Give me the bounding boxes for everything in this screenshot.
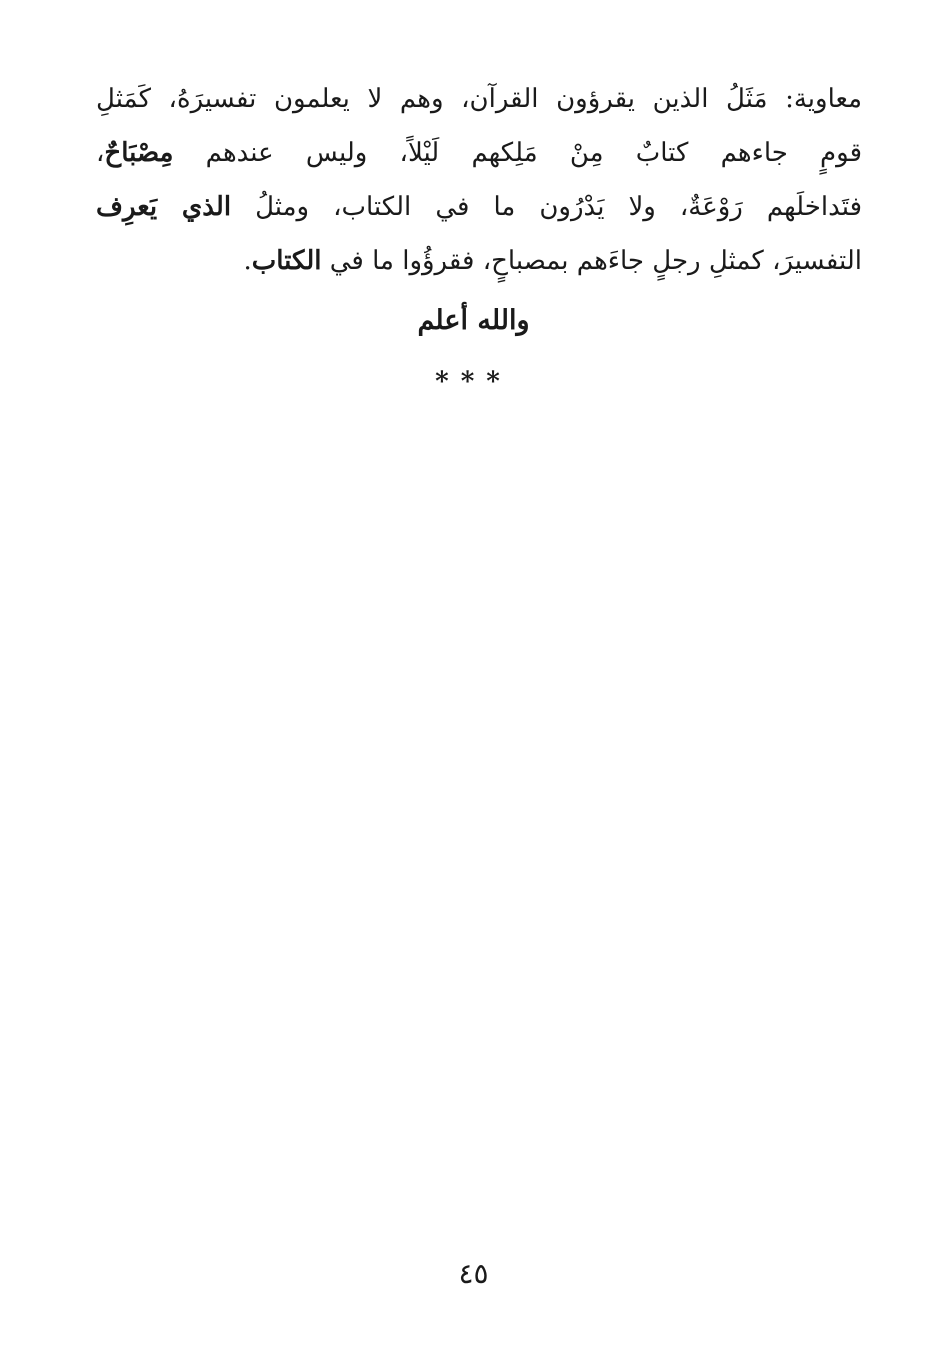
- text-segment: معاوية: مَثَلُ الذين يقرؤون القرآن، وهم لا يعلمون تفسيرَهُ، كَمَثلِ: [96, 84, 862, 114]
- section-separator: ***: [435, 367, 512, 397]
- text-segment: التفسيرَ، كمثلِ رجلٍ جاءَهم بمصباحٍ، فقرؤُوا ما في: [321, 246, 862, 276]
- text-line: [96, 180, 862, 234]
- text-line: [96, 126, 862, 180]
- bold-text-segment: الذي يَعرِف: [96, 192, 232, 222]
- text-segment: ،: [96, 138, 105, 168]
- text-segment: قومٍ جاءهم كتابٌ مِنْ مَلِكهم لَيْلاً، وليس عندهم: [173, 138, 862, 168]
- text-segment: فتَداخلَهم رَوْعَةٌ، ولا يَدْرُون ما في الكتاب، ومثلُ: [231, 192, 862, 222]
- text-line: [96, 234, 862, 288]
- page-number: ٤٥: [458, 1257, 489, 1290]
- bold-text-segment: مِصْبَاحٌ: [104, 138, 174, 168]
- closing-phrase: والله أعلم: [417, 305, 530, 336]
- text-line: [96, 72, 862, 126]
- text-segment: .: [243, 246, 252, 276]
- bold-text-segment: الكتاب: [251, 246, 322, 276]
- body-paragraph: [96, 72, 862, 288]
